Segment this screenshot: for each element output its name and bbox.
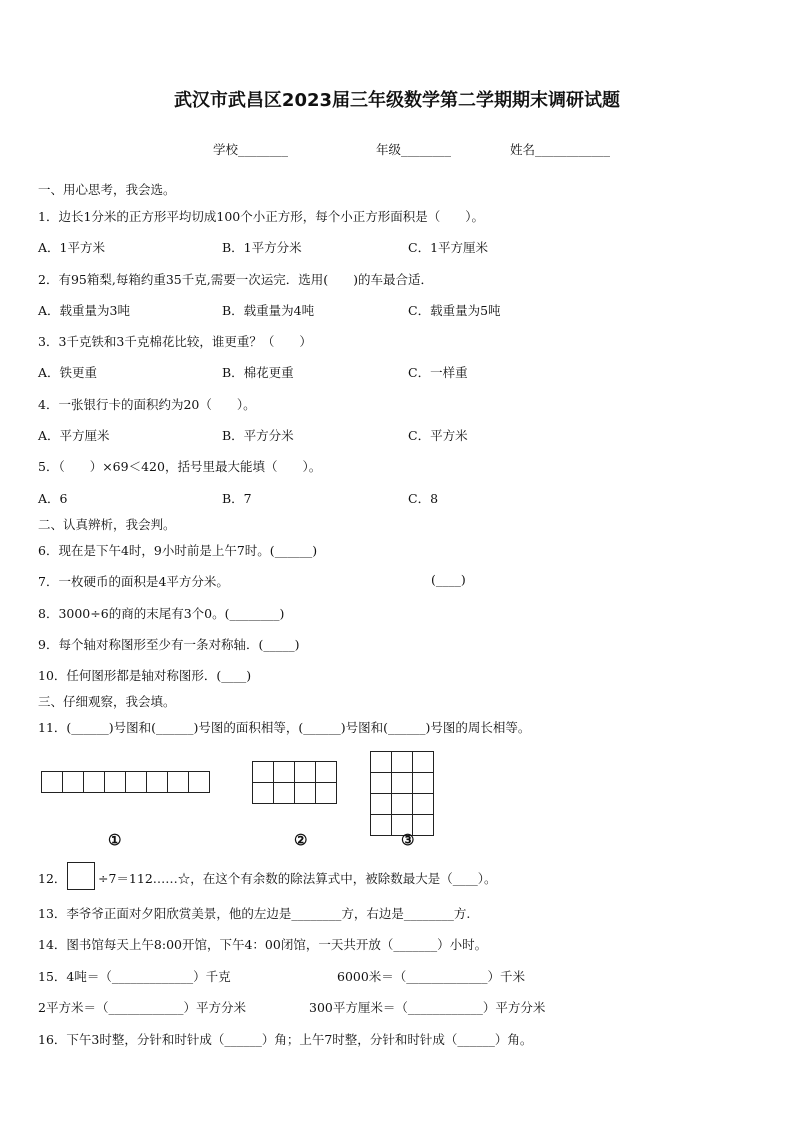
q3-option-b: B．棉花更重 <box>222 365 294 380</box>
question-16: 16．下午3时整，分针和时针成（______）角；上午7时整，分针和时针成（______）角。 <box>38 1032 533 1047</box>
question-9: 9．每个轴对称图形至少有一条对称轴．(_____) <box>38 637 300 652</box>
figure-2-label: ② <box>294 831 308 849</box>
name-field: 姓名____________ <box>510 142 611 157</box>
figure-1-label: ① <box>108 831 122 849</box>
q5-option-b: B．7 <box>222 491 252 506</box>
question-6: 6．现在是下午4时，9小时前是上午7时。(______) <box>38 543 318 558</box>
dividend-box <box>67 862 95 890</box>
q3-option-a: A．铁更重 <box>38 365 98 380</box>
question-12-number: 12． <box>38 871 67 886</box>
section-3-heading: 三、仔细观察，我会填。 <box>38 694 176 709</box>
q4-option-c: C．平方米 <box>408 428 468 443</box>
question-15-part-4: 300平方厘米＝（____________）平方分米 <box>309 1000 546 1015</box>
question-12: ÷7＝112……☆，在这个有余数的除法算式中，被除数最大是（____）。 <box>98 871 497 886</box>
question-5: 5．（ ）×69＜420，括号里最大能填（ ）。 <box>38 459 322 474</box>
q2-option-c: C．载重量为5吨 <box>408 303 501 318</box>
q3-option-c: C．一样重 <box>408 365 468 380</box>
question-8: 8．3000÷6的商的末尾有3个0。(________) <box>38 606 285 621</box>
question-15-part-1: 15．4吨＝（_____________）千克 <box>38 969 231 984</box>
grade-field: 年级________ <box>376 142 452 157</box>
q4-option-b: B．平方分米 <box>222 428 294 443</box>
question-11: 11．(______)号图和(______)号图的面积相等，(______)号图和(______)号图的周长相等。 <box>38 720 531 735</box>
figure-2-grid <box>252 761 337 804</box>
question-15-part-2: 6000米＝（_____________）千米 <box>337 969 526 984</box>
figure-3-grid <box>370 751 434 836</box>
q5-option-c: C．8 <box>408 491 439 506</box>
question-1: 1．边长1分米的正方形平均切成100个小正方形，每个小正方形面积是（ ）。 <box>38 209 485 224</box>
q2-option-a: A．载重量为3吨 <box>38 303 130 318</box>
exam-title: 武汉市武昌区2023届三年级数学第二学期期末调研试题 <box>173 90 621 111</box>
question-14: 14．图书馆每天上午8:00开馆，下午4：00闭馆，一天共开放（_______）小时。 <box>38 937 488 952</box>
question-10: 10．任何图形都是轴对称图形．(____) <box>38 668 252 683</box>
q4-option-a: A．平方厘米 <box>38 428 110 443</box>
q2-option-b: B．载重量为4吨 <box>222 303 315 318</box>
question-13: 13．李爷爷正面对夕阳欣赏美景，他的左边是________方，右边是________方. <box>38 906 471 921</box>
question-3: 3．3千克铁和3千克棉花比较，谁更重？（ ） <box>38 334 312 349</box>
q1-option-c: C．1平方厘米 <box>408 240 489 255</box>
school-field: 学校________ <box>213 142 289 157</box>
q7-answer-blank: (____) <box>431 572 466 587</box>
q1-option-b: B．1平方分米 <box>222 240 302 255</box>
question-4: 4．一张银行卡的面积约为20（ ）。 <box>38 397 256 412</box>
figure-3-label: ③ <box>401 831 415 849</box>
section-1-heading: 一、用心思考，我会选。 <box>38 182 176 197</box>
section-2-heading: 二、认真辨析，我会判。 <box>38 517 176 532</box>
q1-option-a: A．1平方米 <box>38 240 105 255</box>
question-2: 2．有95箱梨,每箱约重35千克,需要一次运完．选用( )的车最合适． <box>38 272 433 287</box>
question-15-part-3: 2平方米＝（____________）平方分米 <box>38 1000 246 1015</box>
question-7: 7．一枚硬币的面积是4平方分米。 <box>38 574 229 589</box>
q5-option-a: A．6 <box>38 491 68 506</box>
figure-1-grid <box>41 771 210 793</box>
